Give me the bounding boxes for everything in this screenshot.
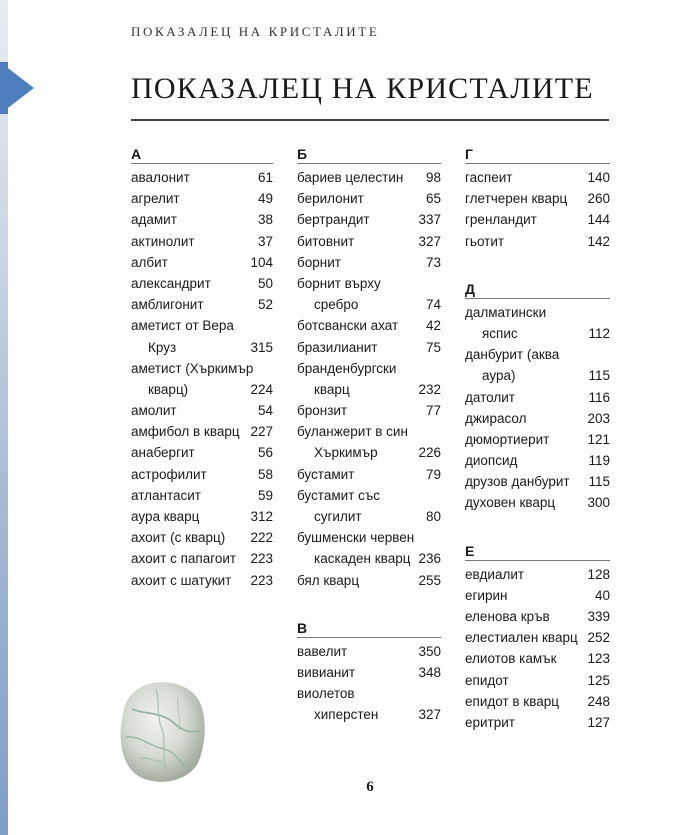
index-entry <box>297 570 441 591</box>
entry-page-number: 98 <box>425 170 441 185</box>
entry-name: глетчерен кварц <box>465 191 568 207</box>
index-section <box>465 543 610 734</box>
entry-name: каскаден кварц <box>314 551 411 567</box>
index-entry <box>131 188 273 209</box>
entry-name: албит <box>131 254 168 270</box>
entry-name: аметист (Хъркимър <box>131 360 254 376</box>
index-entry <box>297 506 441 527</box>
entry-name: епидот <box>465 672 509 688</box>
entry-name: ахоит с шатукит <box>131 572 232 588</box>
index-entry <box>465 167 610 188</box>
entry-page-number: 123 <box>587 651 610 667</box>
section-letter: Е <box>465 543 610 561</box>
entry-name: амолит <box>131 403 177 419</box>
page-title: ПОКАЗАЛЕЦ НА КРИСТАЛИТЕ <box>131 72 594 105</box>
section-letter: Г <box>465 146 610 164</box>
index-entry <box>465 450 610 471</box>
entry-page-number: 260 <box>587 191 610 207</box>
entry-page-number: 42 <box>425 318 441 334</box>
index-entry <box>465 648 610 669</box>
entry-page-number: 142 <box>587 233 610 249</box>
entry-name: ботсвански ахат <box>297 318 399 334</box>
entry-page-number: 337 <box>418 212 441 228</box>
index-entry <box>131 485 273 506</box>
entry-page-number: 79 <box>425 466 441 482</box>
entry-page-number: 315 <box>250 339 273 355</box>
index-entry <box>465 365 610 386</box>
entry-page-number: 236 <box>418 551 441 567</box>
entry-name: аура кварц <box>131 509 200 524</box>
entry-name: буланжерит в син <box>297 424 408 440</box>
index-entry <box>465 231 610 252</box>
entry-name: амблигонит <box>131 297 204 313</box>
index-entry <box>131 252 273 273</box>
entry-name: друзов данбурит <box>465 474 570 490</box>
index-entry <box>465 670 610 691</box>
entry-page-number: 52 <box>257 297 273 313</box>
entry-name: кварц) <box>148 381 189 397</box>
entry-page-number: 119 <box>588 453 610 469</box>
entry-name: дюмортиерит <box>465 431 550 447</box>
entry-name: елестиален кварц <box>465 630 578 646</box>
index-entry <box>297 273 441 294</box>
entry-name: бустамит <box>297 466 355 482</box>
entry-name: аура) <box>482 368 516 384</box>
section-letter: Д <box>465 281 610 299</box>
entry-page-number: 327 <box>418 707 441 723</box>
index-entry <box>465 564 610 585</box>
entry-name: актинолит <box>131 233 195 249</box>
entry-name: борнит върху <box>297 275 381 291</box>
entry-name: борнит <box>297 254 341 270</box>
index-entry <box>297 548 441 569</box>
entry-name: астрофилит <box>131 466 207 482</box>
index-entry <box>131 358 273 379</box>
index-section <box>297 146 441 591</box>
index-entry <box>465 712 610 733</box>
entry-name: вивианит <box>297 664 356 680</box>
index-entry <box>131 570 273 591</box>
entry-name: сребро <box>314 297 359 313</box>
index-entry <box>297 337 441 358</box>
index-entry <box>465 209 610 230</box>
entry-name: духовен кварц <box>465 495 556 511</box>
index-entry <box>465 408 610 429</box>
entry-name: бял кварц <box>297 572 360 588</box>
entry-name: бронзит <box>297 403 348 419</box>
index-entry <box>465 627 610 648</box>
index-entry <box>131 209 273 230</box>
entry-page-number: 140 <box>587 170 610 185</box>
entry-name: далматински <box>465 304 547 320</box>
running-head: ПОКАЗАЛЕЦ НА КРИСТАЛИТЕ <box>131 24 380 39</box>
entry-page-number: 300 <box>587 495 610 511</box>
entry-name: бранденбургски <box>297 360 397 376</box>
section-letter: В <box>297 620 441 638</box>
index-entry <box>297 704 441 725</box>
index-entry <box>297 315 441 336</box>
entry-page-number: 121 <box>587 431 610 447</box>
entry-page-number: 112 <box>588 325 610 341</box>
entry-page-number: 227 <box>250 424 273 440</box>
entry-name: елиотов камък <box>465 651 557 667</box>
entry-name: датолит <box>465 389 515 405</box>
entry-page-number: 37 <box>257 233 273 249</box>
entry-page-number: 65 <box>425 191 441 207</box>
entry-name: епидот в кварц <box>465 693 559 709</box>
index-column-2 <box>297 146 441 755</box>
entry-page-number: 73 <box>425 254 441 270</box>
entry-name: бариев целестин <box>297 170 404 185</box>
entry-name: виолетов <box>297 686 355 702</box>
entry-name: сугилит <box>314 509 362 524</box>
entry-name: гренландит <box>465 212 537 228</box>
index-entry <box>297 662 441 683</box>
index-entry <box>465 429 610 450</box>
side-color-strip <box>0 0 8 835</box>
entry-name: берилонит <box>297 191 364 207</box>
chapter-tab-arrow <box>0 62 34 114</box>
entry-name: бертрандит <box>297 212 370 228</box>
entry-page-number: 115 <box>588 368 610 384</box>
entry-page-number: 232 <box>418 381 441 397</box>
entry-page-number: 50 <box>257 275 273 291</box>
entry-page-number: 224 <box>250 381 273 397</box>
entry-page-number: 350 <box>418 643 441 659</box>
section-letter: А <box>131 146 273 164</box>
entry-name: ахоит с папагоит <box>131 551 237 567</box>
index-entry <box>465 585 610 606</box>
index-entry <box>131 337 273 358</box>
entry-name: гьотит <box>465 233 505 249</box>
index-entry <box>465 323 610 344</box>
entry-page-number: 77 <box>425 403 441 419</box>
entry-name: бразилианит <box>297 339 378 355</box>
entry-page-number: 248 <box>587 693 610 709</box>
entry-page-number: 49 <box>257 191 273 207</box>
entry-page-number: 226 <box>418 445 441 461</box>
entry-name: джирасол <box>465 410 527 426</box>
entry-page-number: 222 <box>250 530 273 546</box>
entry-page-number: 255 <box>418 572 441 588</box>
entry-name: диопсид <box>465 453 518 469</box>
index-entry <box>297 358 441 379</box>
index-entry <box>297 400 441 421</box>
index-entry <box>465 492 610 513</box>
index-entry <box>297 527 441 548</box>
entry-name: амфибол в кварц <box>131 424 240 440</box>
entry-name: кварц <box>314 381 350 397</box>
entry-page-number: 40 <box>594 587 610 603</box>
entry-name: агрелит <box>131 191 180 207</box>
entry-page-number: 223 <box>250 551 273 567</box>
index-entry <box>465 471 610 492</box>
index-entry <box>131 548 273 569</box>
index-entry <box>297 683 441 704</box>
entry-page-number: 125 <box>587 672 610 688</box>
entry-page-number: 348 <box>418 664 441 680</box>
entry-page-number: 144 <box>587 212 610 228</box>
index-section <box>131 146 273 591</box>
index-entry <box>297 641 441 662</box>
index-entry <box>297 464 441 485</box>
page-number: 6 <box>366 779 374 795</box>
entry-page-number: 252 <box>587 630 610 646</box>
entry-page-number: 203 <box>587 410 610 426</box>
entry-page-number: 61 <box>257 170 273 185</box>
entry-name: александрит <box>131 275 211 291</box>
entry-page-number: 223 <box>250 572 273 588</box>
entry-page-number: 104 <box>250 254 273 270</box>
index-entry <box>465 387 610 408</box>
index-section <box>297 620 441 726</box>
entry-page-number: 38 <box>257 212 273 228</box>
entry-name: бушменски червен <box>297 530 415 546</box>
entry-page-number: 54 <box>257 403 273 419</box>
index-entry <box>131 421 273 442</box>
entry-name: Круз <box>148 339 177 355</box>
entry-name: аметист от Вера <box>131 318 234 334</box>
index-entry <box>465 188 610 209</box>
entry-name: евдиалит <box>465 566 525 582</box>
index-entry <box>131 231 273 252</box>
index-entry <box>297 485 441 506</box>
entry-name: бустамит със <box>297 487 381 503</box>
index-entry <box>131 527 273 548</box>
entry-name: анабергит <box>131 445 195 461</box>
title-rule <box>131 119 609 121</box>
entry-name: атлантасит <box>131 487 201 503</box>
index-entry <box>131 379 273 400</box>
index-entry <box>131 315 273 336</box>
index-entry <box>131 464 273 485</box>
index-entry <box>297 231 441 252</box>
index-entry <box>297 252 441 273</box>
index-entry <box>465 691 610 712</box>
entry-name: ахоит (с кварц) <box>131 530 226 546</box>
index-entry <box>131 400 273 421</box>
entry-name: яспис <box>482 325 518 341</box>
index-entry <box>131 273 273 294</box>
entry-page-number: 312 <box>250 509 273 524</box>
entry-name: егирин <box>465 587 508 603</box>
entry-name: авалонит <box>131 170 190 185</box>
entry-name: вавелит <box>297 643 348 659</box>
entry-name: битовнит <box>297 233 355 249</box>
tumbled-stone-image <box>116 675 208 787</box>
entry-page-number: 127 <box>587 714 610 730</box>
entry-page-number: 327 <box>418 233 441 249</box>
index-entry <box>131 442 273 463</box>
index-entry <box>297 442 441 463</box>
index-column-3 <box>465 146 610 762</box>
index-column-1 <box>131 146 273 620</box>
entry-page-number: 75 <box>425 339 441 355</box>
index-entry <box>297 167 441 188</box>
entry-page-number: 74 <box>425 297 441 313</box>
index-entry <box>131 294 273 315</box>
entry-name: хиперстен <box>314 707 379 723</box>
entry-name: адамит <box>131 212 177 228</box>
section-letter: Б <box>297 146 441 164</box>
entry-page-number: 80 <box>425 509 441 524</box>
index-entry <box>465 606 610 627</box>
entry-page-number: 59 <box>257 487 273 503</box>
entry-page-number: 115 <box>588 474 610 490</box>
index-entry <box>297 379 441 400</box>
index-entry <box>465 302 610 323</box>
index-entry <box>131 506 273 527</box>
entry-page-number: 128 <box>587 566 610 582</box>
index-section <box>465 281 610 514</box>
index-entry <box>297 421 441 442</box>
entry-page-number: 58 <box>257 466 273 482</box>
index-entry <box>131 167 273 188</box>
entry-name: еритрит <box>465 714 515 730</box>
entry-name: еленова кръв <box>465 609 550 624</box>
entry-name: гаспеит <box>465 170 513 185</box>
entry-page-number: 116 <box>588 389 610 405</box>
entry-page-number: 56 <box>257 445 273 461</box>
entry-name: данбурит (аква <box>465 347 560 363</box>
index-entry <box>297 209 441 230</box>
index-entry <box>297 294 441 315</box>
index-entry <box>465 344 610 365</box>
index-entry <box>297 188 441 209</box>
index-section <box>465 146 610 252</box>
entry-name: Хъркимър <box>314 445 378 461</box>
entry-page-number: 339 <box>587 609 610 624</box>
